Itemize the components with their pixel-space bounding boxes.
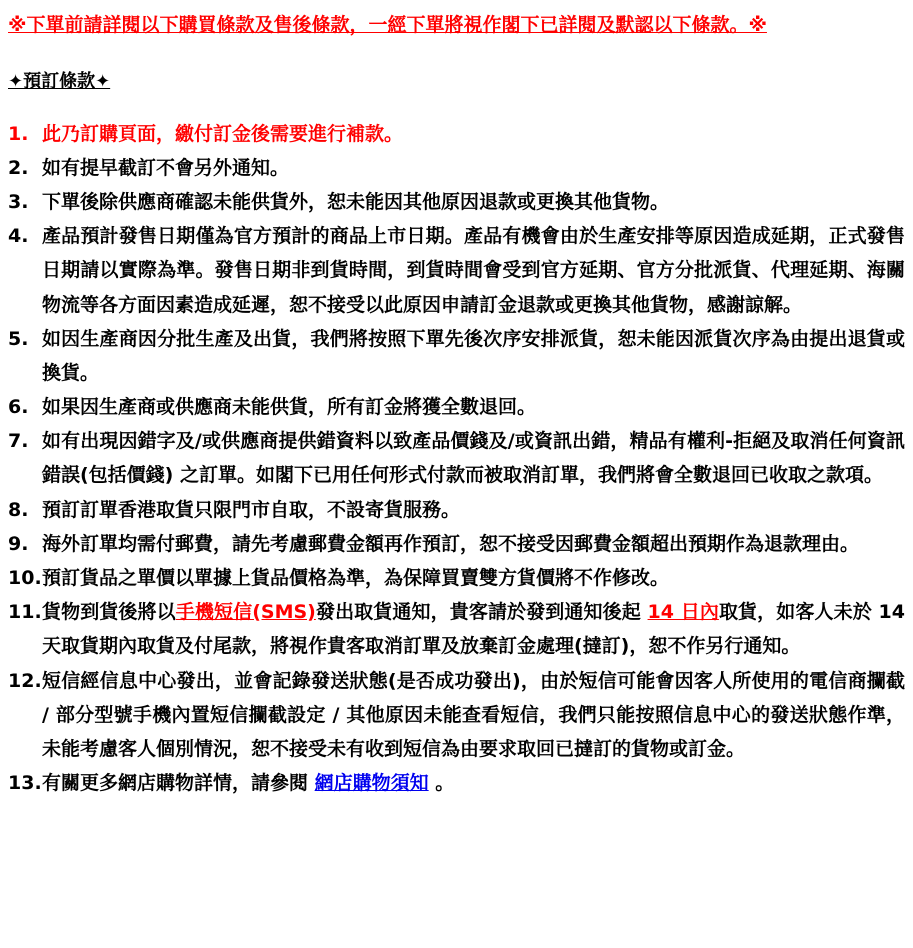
term-number: 5. [8,327,29,350]
term-number: 12. [8,669,42,692]
term-item-13 [8,766,905,800]
term-number: 4. [8,225,29,248]
term-text-segment: 。 [428,772,455,795]
term-item-2 [8,151,905,185]
term-text: 預訂貨品之單價以單據上貨品價格為準，為保障買賣雙方貨價將不作修改。 [42,567,670,590]
term-item-9 [8,527,905,561]
term-text: 如有提早截訂不會另外通知。 [42,156,290,179]
term-text-segment: 貨物到貨後將以 [42,601,176,624]
term-text: 短信經信息中心發出，並會記錄發送狀態(是否成功發出)，由於短信可能會因客人所使用的電信商攔截 / 部分型號手機內置短信攔截設定 / 其他原因未能查看短信，我們只能按照信息中心的發送狀態作準，未能考慮客人個別情況，恕不接受未有收到短信為由要求取回已撻訂的貨物或訂金。 [42,669,905,760]
pickup-deadline-highlight: 14 日內 [647,601,719,624]
term-text [42,766,905,800]
term-item-12 [8,664,905,767]
term-item-7 [8,424,905,492]
term-text: 如果因生產商或供應商未能供貨，所有訂金將獲全數退回。 [42,396,537,419]
term-number: 3. [8,190,29,213]
term-text-segment: 有關更多網店購物詳情，請參閱 [42,772,315,795]
term-item-10 [8,561,905,595]
term-text: 如有出現因錯字及/或供應商提供錯資料以致產品價錢及/或資訊出錯，精品有權利-拒絕及取消任何資訊錯誤(包括價錢) 之訂單。如閣下已用任何形式付款而被取消訂單，我們將會全數退回已收取之款項。 [42,430,905,487]
term-item-11 [8,595,905,663]
term-item-1 [8,117,905,151]
term-number: 10. [8,567,42,590]
term-number: 7. [8,430,29,453]
term-number: 1. [8,122,29,145]
term-number: 13. [8,772,42,795]
term-text: 預訂訂單香港取貨只限門市自取，不設寄貨服務。 [42,498,461,521]
term-number: 9. [8,532,29,555]
term-text: 下單後除供應商確認未能供貨外，恕未能因其他原因退款或更換其他貨物。 [42,190,670,213]
shop-guide-link[interactable]: 網店購物須知 [314,772,429,795]
term-text [42,595,905,663]
term-number: 2. [8,156,29,179]
term-text-segment: 發出取貨通知，貴客請於發到通知後起 [315,601,648,624]
term-number: 6. [8,396,29,419]
term-item-3 [8,185,905,219]
term-item-4 [8,219,905,322]
purchase-notice-banner: ※下單前請詳閱以下購買條款及售後條款，一經下單將視作閣下已詳閱及默認以下條款。※ [8,14,767,36]
term-text: 此乃訂購頁面，繳付訂金後需要進行補款。 [42,122,404,145]
sms-highlight: 手機短信(SMS) [175,601,316,624]
term-number: 11. [8,601,42,624]
term-number: 8. [8,498,29,521]
term-item-8 [8,493,905,527]
term-item-6 [8,390,905,424]
terms-list [8,117,905,801]
term-item-5 [8,322,905,390]
term-text: 海外訂單均需付郵費，請先考慮郵費金額再作預訂，恕不接受因郵費金額超出預期作為退款理由。 [42,532,860,555]
term-text: 產品預計發售日期僅為官方預計的商品上市日期。產品有機會由於生產安排等原因造成延期，正式發售日期請以實際為準。發售日期非到貨時間，到貨時間會受到官方延期、官方分批派貨、代理延期、海關物流等各方面因素造成延遲，恕不接受以此原因申請訂金退款或更換其他貨物，感謝諒解。 [42,225,905,316]
term-text: 如因生產商因分批生產及出貨，我們將按照下單先後次序安排派貨，恕未能因派貨次序為由提出退貨或換貨。 [42,327,905,384]
section-title-preorder-terms: ✦預訂條款✦ [8,70,111,92]
term-text-segment: 取貨，如客人未於 14 天取貨期內取貨及付尾款，將視作貴客取消訂單及放棄訂金處理(撻訂)，恕不作另行通知。 [42,601,905,658]
